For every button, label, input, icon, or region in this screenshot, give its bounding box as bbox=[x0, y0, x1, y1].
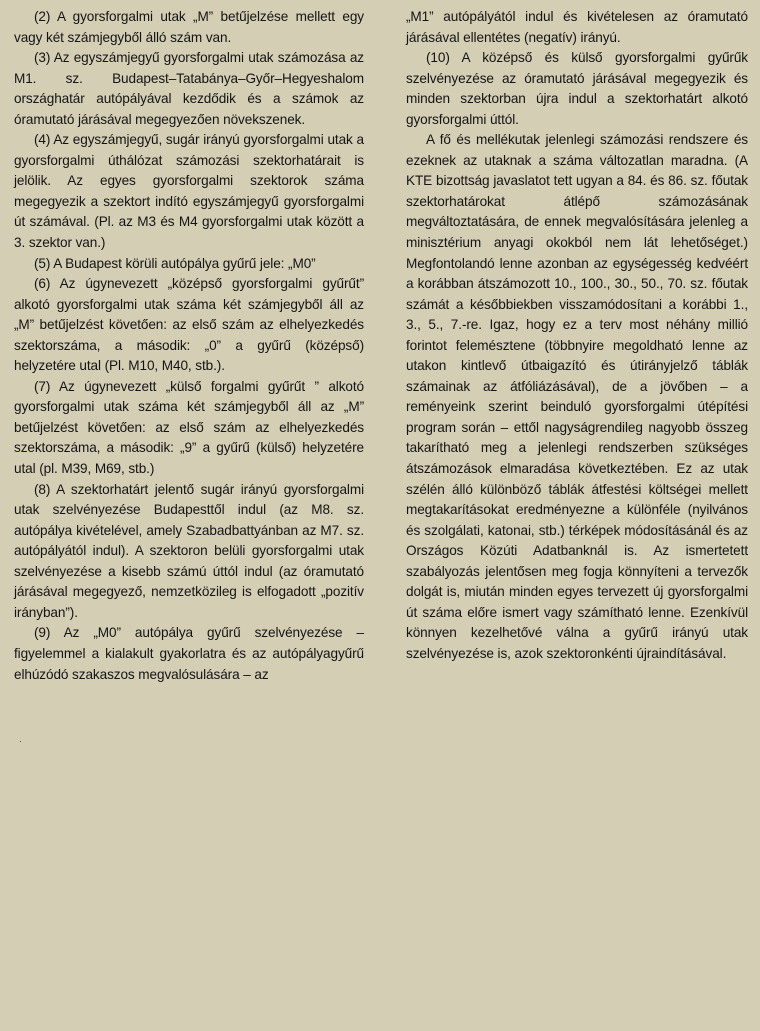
paragraph-6: (6) Az úgynevezett „középső gyorsforgalmi gyűrűt” alkotó gyorsforgalmi utak száma két számjegyből áll az „M” betűjelzést követően: az első szám az elhelyezkedés szektorszáma, a második: „0” a gyűrű (középső) helyzetére utal (Pl. M10, M40, stb.). bbox=[14, 276, 364, 374]
paragraph-9: (9) Az „M0” autópálya gyűrű szelvényezése – figyelemmel a kialakult gyakorlatra és az autópályagyűrű elhúzódó szakaszos megvalósulására – az bbox=[14, 625, 364, 682]
paragraph-2: (2) A gyorsforgalmi utak „M” betűjelzése mellett egy vagy két számjegyből álló szám van. bbox=[14, 9, 364, 45]
right-column bbox=[406, 7, 748, 665]
paragraph-7: (7) Az úgynevezett „külső forgalmi gyűrűt ” alkotó gyorsforgalmi utak száma két számjegyből áll az „M” betűjelzést követően: az első szám az elhelyezkedés szektorszáma, a második: „9” a gyűrű (külső) helyzetére utal (pl. M39, M69, stb.) bbox=[14, 378, 364, 477]
paragraph-5: (5) A Budapest körüli autópálya gyűrű jele: „M0” bbox=[34, 255, 316, 271]
paragraph-numbering-system: A fő és mellékutak jelenlegi számozási rendszere és ezeknek az utaknak a száma változatlan maradna. (A KTE bizottság javaslatot tett ugyan a 84. és 86. sz. főutak szektorhatárokat átlépő számozásának megváltoztatására, de ennek megvalósítására jelenleg a minisztérium anyagi okokból nem lát lehetőséget.) Megfontolandó lenne azonban az egységesség kedvéért a korábban átszámozott 10., 100., 30., 50., 70. sz. főutak számát a későbbiekben visszamódosítani a korábbi 1., 3., 5., 7.-re. Igaz, hogy ez a terv most néhány millió forintot felemésztene (többnyire megoldható lenne az utakon kintlevő útbaigazító és útirányjelző táblák számainak az átfóliázásával), de a jövőben – a reményeink szerint beinduló gyorsforgalmi útépítési program során – ettől nagyságrendileg nagyobb összeg takarítható meg a jelenlegi rendszerben szükséges átszámozások elmaradása következtében. Ez az utak szélén álló különböző táblák átfestési költségei mellett megtakarításokat eredményezne a különféle (nyilvános és szolgálati, katonai, stb.) térképek módosításánál és az Országos Közúti Adatbanknál is. Az ismertetett szabályozás jelentősen meg fogja könnyíteni a tervezők dolgát is, miután minden egyes tervezett új gyorsforgalmi út száma előre ismert vagy számítható lenne. Ezenkívül könnyen kezelhetővé válna a gyűrű irányú utak szelvényezése is, azok szektoronkénti újraindításával. bbox=[406, 132, 748, 661]
paragraph-10: (10) A középső és külső gyorsforgalmi gyűrűk szelvényezése az óramutató járásával megegyezik és minden szektorban újra indul a szektorhatárt alkotó gyorsforgalmi úttól. bbox=[406, 50, 748, 127]
left-column bbox=[14, 7, 364, 685]
scan-speck bbox=[20, 741, 21, 742]
paragraph-8: (8) A szektorhatárt jelentő sugár irányú gyorsforgalmi utak szelvényezése Budapesttől indul (az M8. sz. autópálya kivételével, amely Szabadbattyánban az M7. sz. autópályától indul). A szektoron belüli gyorsforgalmi utak szelvényezése a kisebb számú úttól indul (az óramutató járásával megegyező, nemzetközileg is elfogadott „pozitív irányban”). bbox=[14, 481, 364, 620]
paragraph-4: (4) Az egyszámjegyű, sugár irányú gyorsforgalmi utak a gyorsforgalmi úthálózat számozási szektorhatárait is jelölik. Az egyes gyorsforgalmi szektorok száma megegyezik a szektort indító egyszámjegyű gyorsforgalmi út számával. (Pl. az M3 és M4 gyorsforgalmi utak között a 3. szektor van.) bbox=[14, 132, 364, 251]
paragraph-9-continuation: „M1” autópályától indul és kivételesen az óramutató járásával ellentétes (negatív) irányú. bbox=[406, 9, 748, 45]
paragraph-3: (3) Az egyszámjegyű gyorsforgalmi utak számozása az M1. sz. Budapest–Tatabánya–Győr–Hegyeshalom országhatár autópályával kezdődik és a számok az óramutató járásával megegyezően növekszenek. bbox=[14, 50, 364, 127]
